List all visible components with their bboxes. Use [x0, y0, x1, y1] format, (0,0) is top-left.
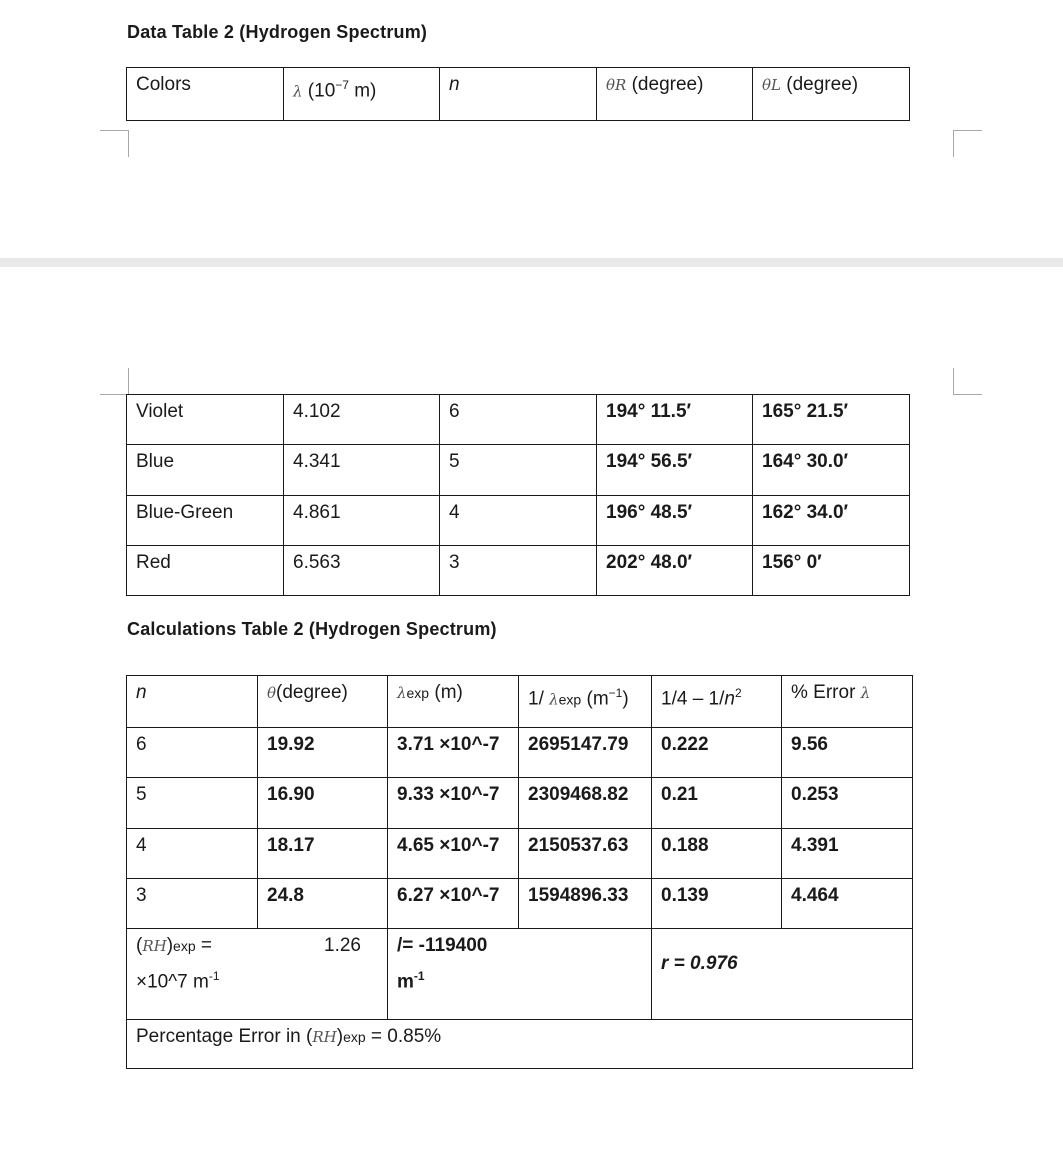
crop-mark-bottom-left — [100, 130, 129, 157]
header-lambda: λ ($10^{-7}$ m) — [284, 68, 440, 121]
cell-error: 4.391 — [782, 829, 913, 879]
calc-header-lexp: λexp (m) — [388, 676, 519, 728]
cell-lexp: 3.71 ×10^-7 — [388, 728, 519, 778]
cell-theta: 18.17 — [258, 829, 388, 879]
cell-series: 0.139 — [652, 879, 782, 929]
cell-lexp: 9.33 ×10^-7 — [388, 778, 519, 829]
cell-color: Blue — [127, 445, 284, 496]
cell-n: 5 — [440, 445, 597, 496]
table-row — [127, 829, 913, 879]
cell-theta-l: 162° 34.0′ — [753, 496, 910, 546]
header-theta-l: θL (degree) — [753, 68, 910, 121]
cell-color: Violet — [127, 395, 284, 445]
cell-lexp: 4.65 ×10^-7 — [388, 829, 519, 879]
cell-theta: 16.90 — [258, 778, 388, 829]
cell-lambda: 6.563 — [284, 546, 440, 596]
cell-series: 0.222 — [652, 728, 782, 778]
cell-n: 5 — [127, 778, 258, 829]
cell-n: 4 — [127, 829, 258, 879]
table-row — [127, 496, 910, 546]
cell-color: Red — [127, 546, 284, 596]
cell-theta: 19.92 — [258, 728, 388, 778]
rh-cell: (RH)exp = 1.26 ×10^7 $m^{-1}$ — [127, 929, 388, 1020]
cell-n: 3 — [440, 546, 597, 596]
percentage-row — [127, 1020, 913, 1069]
crop-mark-bottom-right — [953, 130, 982, 157]
header-colors: Colors — [127, 68, 284, 121]
cell-color: Blue-Green — [127, 496, 284, 546]
cell-theta-l: 156° 0′ — [753, 546, 910, 596]
calc-header-n: n — [127, 676, 258, 728]
cell-series: 0.188 — [652, 829, 782, 879]
calc-header-error: % Error λ — [782, 676, 913, 728]
cell-error: 9.56 — [782, 728, 913, 778]
crop-mark-top-right — [953, 368, 982, 395]
cell-lambda: 4.102 — [284, 395, 440, 445]
percentage-error-cell: Percentage Error in (RH)exp = 0.85% — [127, 1020, 913, 1069]
header-n: n — [440, 68, 597, 121]
calc-header-row — [127, 676, 913, 728]
cell-n: 6 — [440, 395, 597, 445]
header-theta-r: θR (degree) — [597, 68, 753, 121]
cell-error: 4.464 — [782, 879, 913, 929]
cell-series: 0.21 — [652, 778, 782, 829]
cell-inverse: 2309468.82 — [519, 778, 652, 829]
intercept-cell: /= -119400 $m^{-1}$ — [388, 929, 652, 1020]
data-table-body — [126, 394, 910, 596]
calc-header-inverse: 1/ λexp $(m^{-1})$ — [519, 676, 652, 728]
cell-theta-r: 196° 48.5′ — [597, 496, 753, 546]
cell-theta-r: 202° 48.0′ — [597, 546, 753, 596]
summary-row — [127, 929, 913, 1020]
cell-inverse: 2150537.63 — [519, 829, 652, 879]
crop-mark-top-left — [100, 368, 129, 395]
cell-error: 0.253 — [782, 778, 913, 829]
rh-value: 1.26 — [324, 935, 361, 956]
calc-header-series: $1/4 - 1/n^2$ — [652, 676, 782, 728]
cell-lambda: 4.341 — [284, 445, 440, 496]
cell-theta-l: 165° 21.5′ — [753, 395, 910, 445]
table-row — [127, 445, 910, 496]
table-row — [127, 879, 913, 929]
cell-n: 4 — [440, 496, 597, 546]
cell-inverse: 2695147.79 — [519, 728, 652, 778]
table-row — [127, 728, 913, 778]
cell-theta-r: 194° 11.5′ — [597, 395, 753, 445]
cell-n: 6 — [127, 728, 258, 778]
cell-theta: 24.8 — [258, 879, 388, 929]
cell-inverse: 1594896.33 — [519, 879, 652, 929]
r-value-cell: r = 0.976 — [652, 929, 913, 1020]
table-row — [127, 546, 910, 596]
table-row — [127, 778, 913, 829]
calc-table-title: Calculations Table 2 (Hydrogen Spectrum) — [127, 619, 497, 639]
cell-theta-l: 164° 30.0′ — [753, 445, 910, 496]
cell-lambda: 4.861 — [284, 496, 440, 546]
cell-lexp: 6.27 ×10^-7 — [388, 879, 519, 929]
data-table-header — [126, 67, 910, 121]
table-row — [127, 395, 910, 445]
cell-n: 3 — [127, 879, 258, 929]
calc-header-theta: θ(degree) — [258, 676, 388, 728]
data-table-title: Data Table 2 (Hydrogen Spectrum) — [127, 22, 428, 42]
page-gap — [0, 258, 1063, 267]
cell-theta-r: 194° 56.5′ — [597, 445, 753, 496]
calc-table — [126, 675, 913, 1069]
